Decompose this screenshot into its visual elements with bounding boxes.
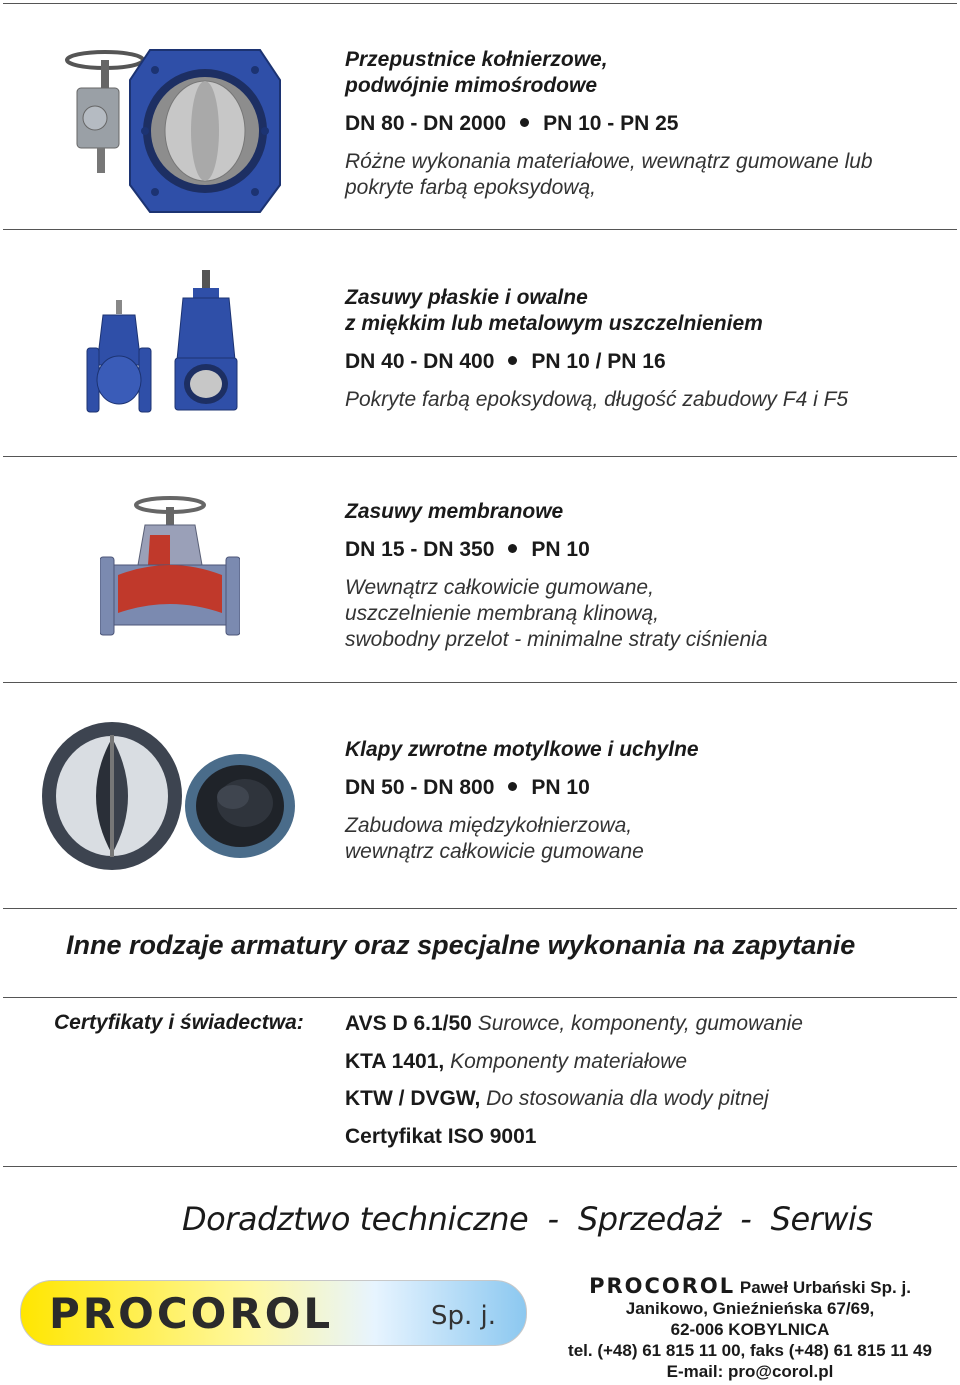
other-types-heading: Inne rodzaje armatury oraz specjalne wykonania na zapytanie: [66, 930, 856, 960]
desc-line: swobodny przelot - minimalne straty ciśnienia: [345, 628, 768, 651]
spec-dn: DN 15 - DN 350: [345, 538, 495, 561]
section-spec: [345, 775, 699, 801]
spec-pn: PN 10 / PN 16: [531, 350, 666, 373]
certificates-list: [345, 1011, 803, 1161]
certificate-code: Certyfikat ISO 9001: [345, 1124, 537, 1148]
address-street: Janikowo, Gnieźnieńska 67/69,: [625, 1299, 875, 1318]
title-line: Przepustnice kołnierzowe,: [345, 48, 608, 71]
section-check-text: [345, 737, 699, 865]
certificate-code: KTW / DVGW,: [345, 1087, 481, 1110]
bullet-icon: [508, 356, 517, 365]
address-brand: PROCOROL: [589, 1274, 736, 1298]
divider: [3, 997, 957, 998]
bullet-icon: [520, 118, 529, 127]
title-line: z miękkim lub metalowym uszczelnieniem: [345, 312, 763, 335]
section-description: [345, 575, 768, 653]
divider: [3, 229, 957, 230]
spec-pn: PN 10: [531, 538, 590, 561]
desc-line: Zabudowa międzykołnierzowa,: [345, 814, 633, 837]
section-spec: [345, 111, 873, 137]
title-line: Zasuwy membranowe: [345, 500, 564, 523]
section-spec: [345, 537, 768, 563]
desc-line: Pokryte farbą epoksydową, długość zabudowy F4 i F5: [345, 388, 849, 411]
diaphragm-valve-image: [100, 495, 240, 650]
section-description: [345, 387, 848, 413]
address-owner: Paweł Urbański Sp. j.: [739, 1278, 911, 1297]
certificate-code: AVS D 6.1/50: [345, 1012, 472, 1035]
divider: [3, 682, 957, 683]
certificate-text: Komponenty materiałowe: [450, 1049, 688, 1073]
certificate-text: Surowce, komponenty, gumowanie: [477, 1012, 803, 1035]
desc-line: pokryte farbą epoksydową,: [345, 176, 596, 199]
divider: [3, 456, 957, 457]
section-title: [345, 499, 768, 525]
address-city: 62-006 KOBYLNICA: [670, 1320, 830, 1339]
section-title: [345, 737, 699, 763]
procorol-logo: [20, 1280, 527, 1346]
certificate-code: KTA 1401,: [345, 1049, 445, 1073]
spec-pn: PN 10 - PN 25: [543, 112, 679, 135]
top-divider: [3, 3, 957, 4]
certificates-label: Certyfikaty i świadectwa:: [54, 1011, 304, 1034]
title-line: podwójnie mimośrodowe: [345, 74, 598, 97]
certificate-text: Do stosowania dla wody pitnej: [486, 1087, 769, 1110]
desc-line: wewnątrz całkowicie gumowane: [345, 840, 644, 863]
title-line: Klapy zwrotne motylkowe i uchylne: [345, 738, 699, 761]
certificate-item: [345, 1124, 803, 1162]
spec-dn: DN 50 - DN 800: [345, 776, 495, 799]
check-valve-image: [40, 721, 300, 876]
desc-line: Wewnątrz całkowicie gumowane,: [345, 576, 654, 599]
logo-suffix: Sp. j.: [431, 1301, 497, 1331]
tagline: Doradztwo techniczne - Sprzedaż - Serwis: [182, 1200, 873, 1238]
desc-line: uszczelnienie membraną klinową,: [345, 602, 659, 625]
address-phone: tel. (+48) 61 815 11 00, faks (+48) 61 815 11 49: [568, 1341, 932, 1360]
section-butterfly-text: [345, 47, 873, 201]
bullet-icon: [508, 782, 517, 791]
section-description: [345, 813, 699, 865]
section-gate-text: [345, 285, 848, 413]
certificate-item: [345, 1011, 803, 1049]
logo-text: PROCOROL: [49, 1289, 334, 1338]
title-line: Zasuwy płaskie i owalne: [345, 286, 588, 309]
certificate-item: [345, 1049, 803, 1087]
butterfly-valve-image: [55, 40, 285, 225]
section-title: [345, 285, 848, 337]
bullet-icon: [508, 544, 517, 553]
spec-dn: DN 40 - DN 400: [345, 350, 495, 373]
address-email: E-mail: pro@corol.pl: [666, 1362, 834, 1381]
divider: [3, 1166, 957, 1167]
section-description: [345, 149, 873, 201]
gate-valve-image: [85, 270, 255, 425]
section-diaphragm-text: [345, 499, 768, 653]
section-spec: [345, 349, 848, 375]
divider: [3, 908, 957, 909]
spec-dn: DN 80 - DN 2000: [345, 112, 507, 135]
section-title: [345, 47, 873, 99]
desc-line: Różne wykonania materiałowe, wewnątrz gumowane lub: [345, 150, 873, 173]
company-address: [560, 1276, 940, 1382]
spec-pn: PN 10: [531, 776, 590, 799]
certificate-item: [345, 1086, 803, 1124]
